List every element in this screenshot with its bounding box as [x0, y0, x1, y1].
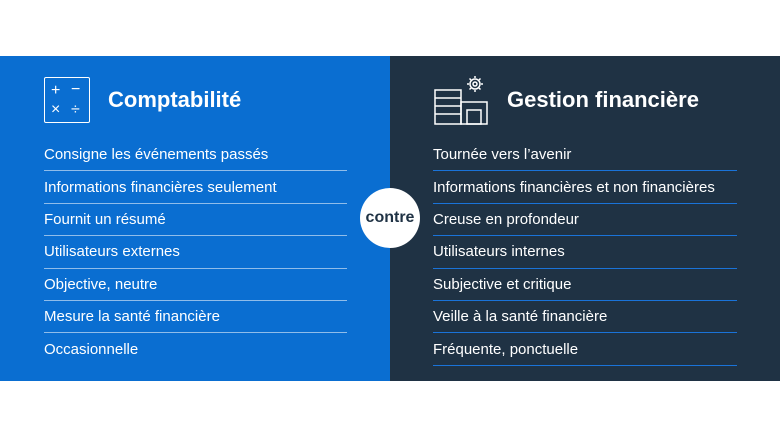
versus-badge: contre	[360, 188, 420, 248]
building-gear-icon	[433, 74, 491, 126]
list-item: Tournée vers l’avenir	[433, 139, 737, 171]
calculator-icon: + − × ÷	[44, 77, 90, 123]
list-item: Objective, neutre	[44, 269, 347, 301]
financial-management-header	[433, 76, 699, 124]
list-item: Subjective et critique	[433, 269, 737, 301]
accounting-header	[44, 76, 241, 124]
list-item: Utilisateurs internes	[433, 236, 737, 268]
accounting-title: Comptabilité	[108, 87, 242, 112]
list-item: Consigne les événements passés	[44, 139, 347, 171]
accounting-list	[44, 139, 347, 366]
financial-management-panel	[390, 56, 780, 381]
list-item: Veille à la santé financière	[433, 301, 737, 333]
financial-management-list	[433, 139, 737, 366]
list-item: Informations financières et non financières	[433, 171, 737, 203]
list-item: Fournit un résumé	[44, 204, 347, 236]
list-item: Occasionnelle	[44, 341, 139, 359]
list-item: Informations financières seulement	[44, 171, 347, 203]
list-item: Fréquente, ponctuelle	[433, 333, 737, 365]
list-item: Utilisateurs externes	[44, 236, 347, 268]
accounting-panel	[0, 56, 390, 381]
financial-management-title: Gestion financière	[507, 87, 699, 112]
list-item: Creuse en profondeur	[433, 204, 737, 236]
list-item: Mesure la santé financière	[44, 301, 347, 333]
